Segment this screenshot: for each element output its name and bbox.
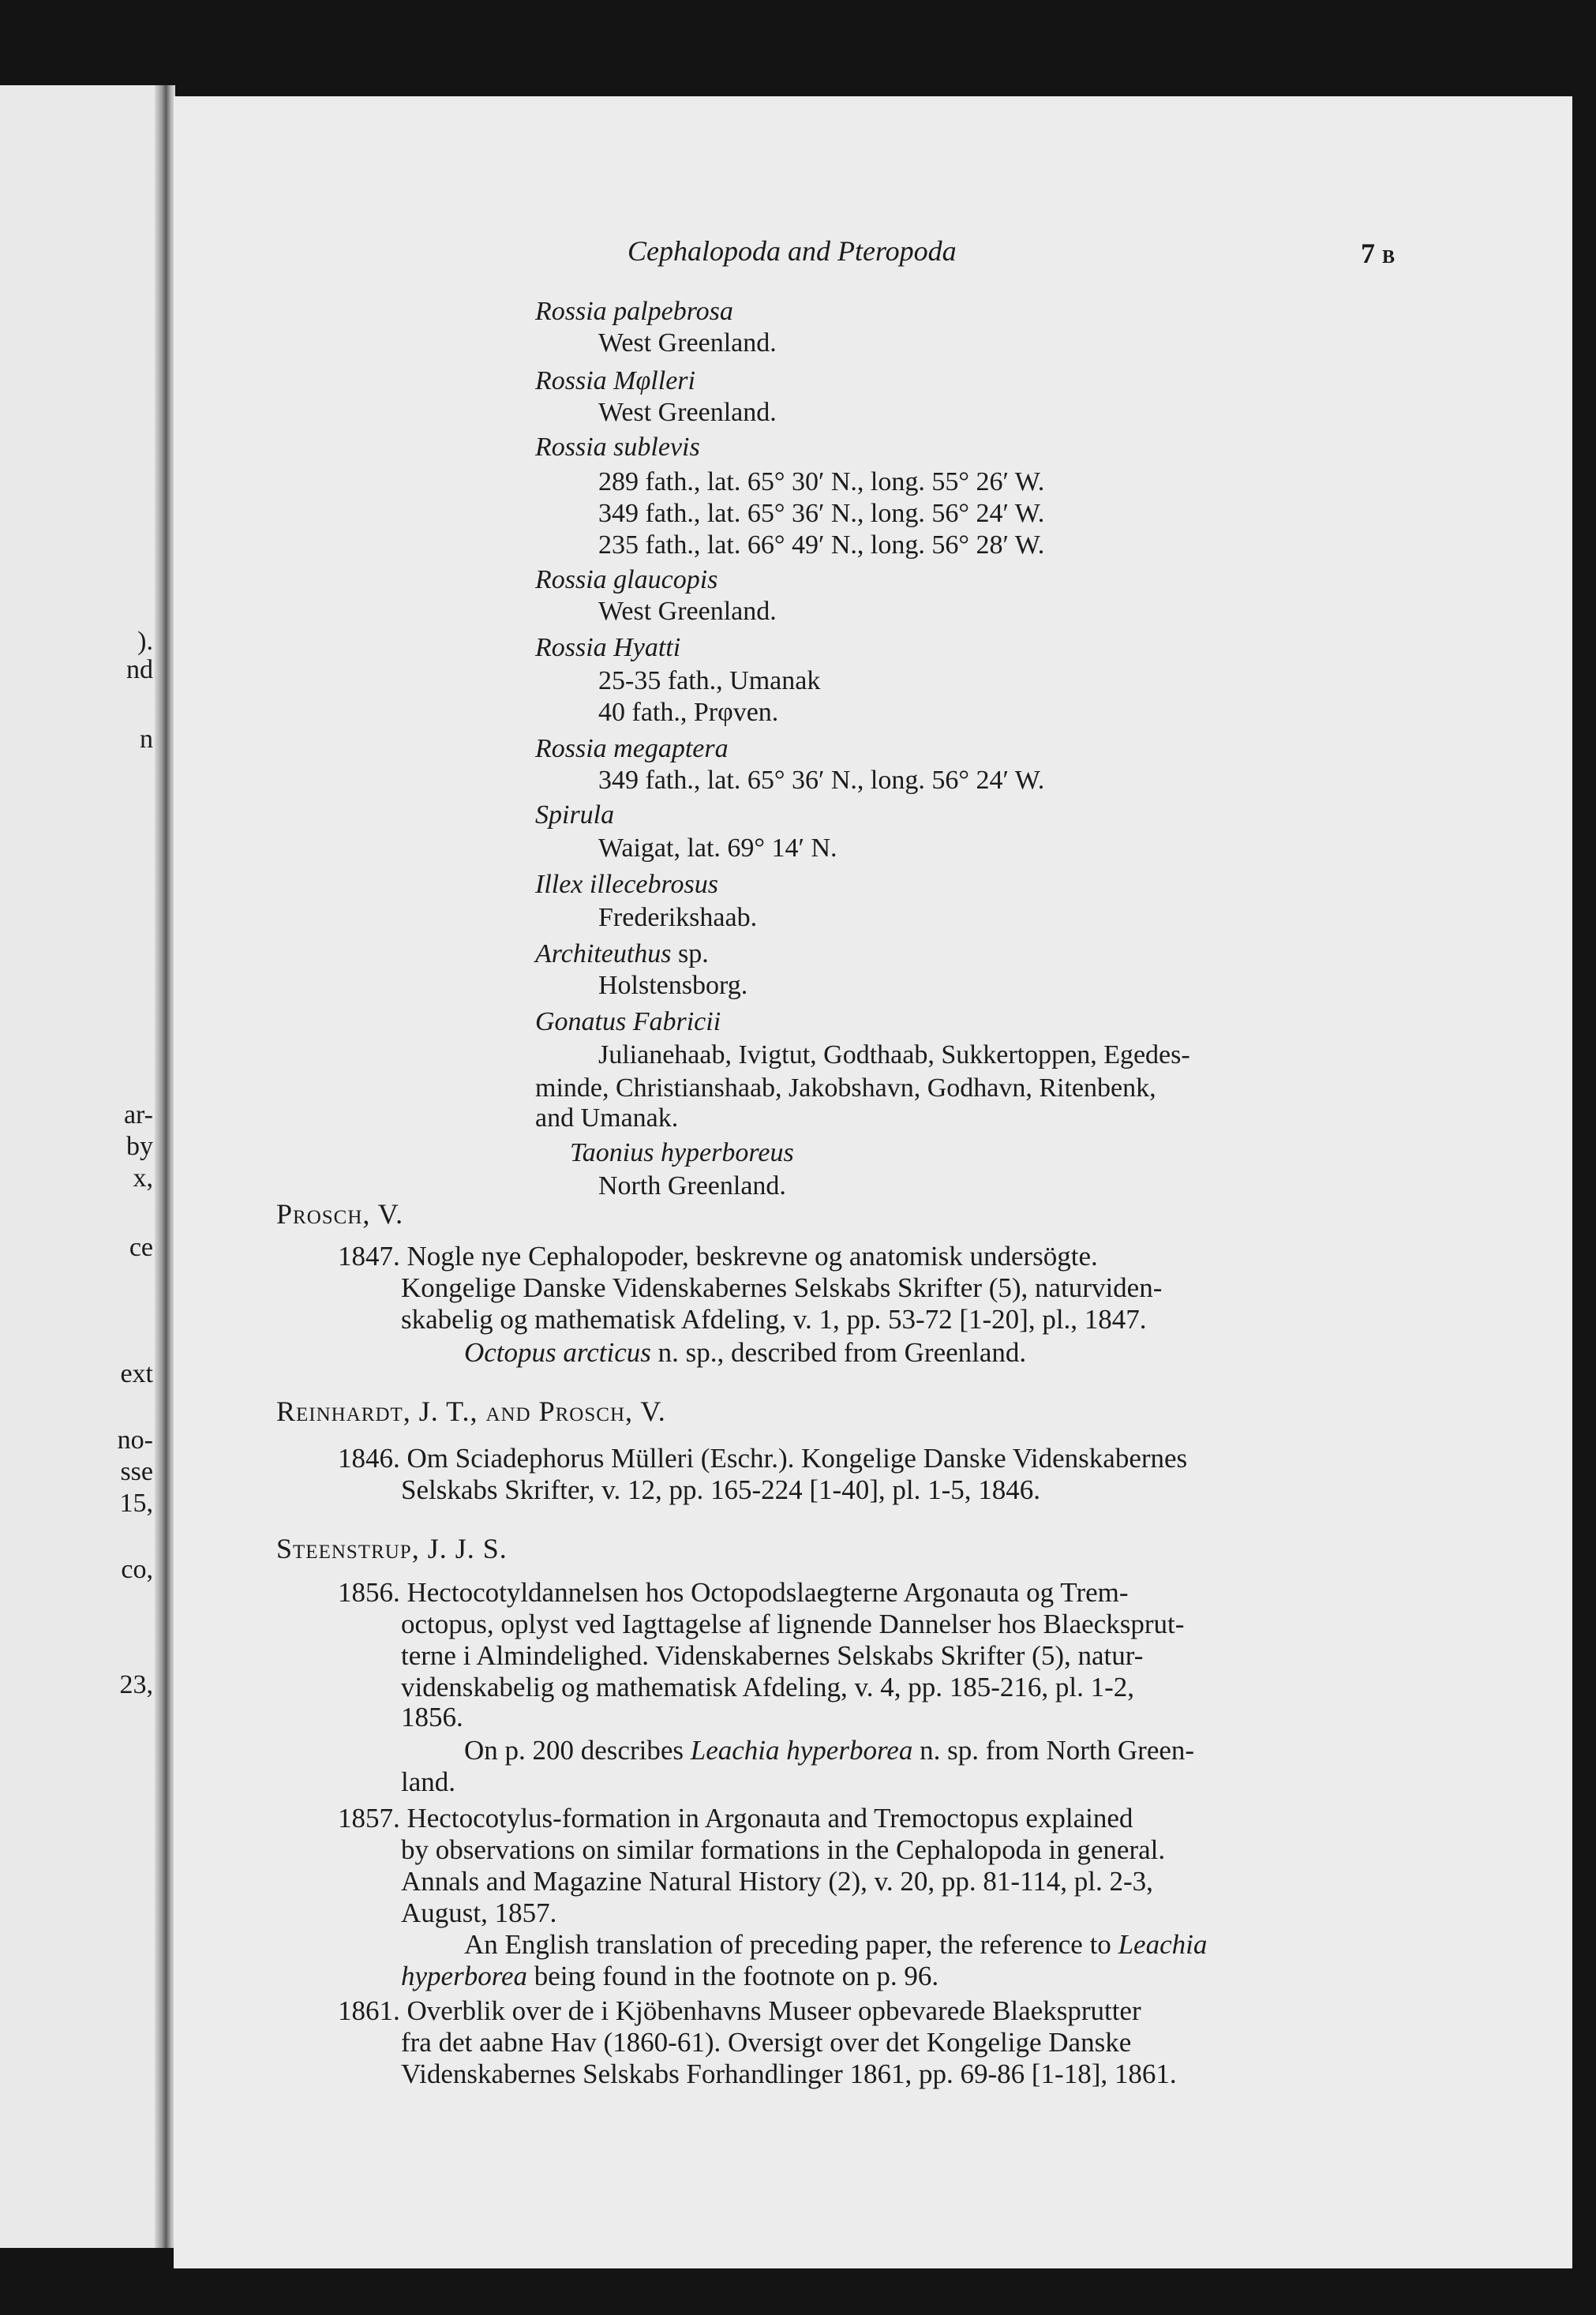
species-locality: West Greenland. xyxy=(598,398,777,427)
facing-page-fragment: sse xyxy=(120,1457,153,1486)
species-locality: Waigat, lat. 69° 14′ N. xyxy=(598,833,837,863)
species-locality: 235 fath., lat. 66° 49′ N., long. 56° 28′ W. xyxy=(598,530,1045,560)
reference-line: skabelig og mathematisk Afdeling, v. 1, pp. 53-72 [1-20], pl., 1847. xyxy=(401,1304,1147,1335)
reference-line: Annals and Magazine Natural History (2), v. 20, pp. 81-114, pl. 2-3, xyxy=(401,1866,1153,1897)
facing-page-fragment: ). xyxy=(137,627,153,656)
species-locality: 289 fath., lat. 65° 30′ N., long. 55° 26′ W. xyxy=(598,467,1045,496)
reference-line: 1846. Om Sciadephorus Mülleri (Eschr.). Kongelige Danske Videnskabernes xyxy=(338,1443,1188,1474)
species-name: Rossia megaptera xyxy=(535,734,729,763)
reference-line: Kongelige Danske Videnskabernes Selskabs Skrifter (5), naturviden- xyxy=(401,1272,1163,1303)
reference-line: 1847. Nogle nye Cephalopoder, beskrevne og anatomisk undersögte. xyxy=(338,1241,1098,1272)
species-name: Spirula xyxy=(535,800,615,830)
species-locality: 25-35 fath., Umanak xyxy=(598,666,821,695)
facing-page-fragment: by xyxy=(126,1132,153,1161)
facing-page-fragment: 15, xyxy=(119,1489,153,1518)
author-heading: Prosch, V. xyxy=(276,1198,404,1230)
reference-note: An English translation of preceding paper, the reference to Leachia xyxy=(464,1929,1208,1960)
page-number: 7 B xyxy=(1361,238,1396,269)
species-name: Architeuthus sp. xyxy=(535,939,709,968)
facing-page-fragment: 23, xyxy=(119,1670,153,1699)
reference-line: by observations on similar formations in the Cephalopoda in general. xyxy=(401,1834,1166,1865)
reference-note: On p. 200 describes Leachia hyperborea n. sp. from North Green- xyxy=(464,1735,1195,1766)
facing-page-fragment: co, xyxy=(121,1555,153,1584)
species-name: Rossia Hyatti xyxy=(535,633,681,662)
reference-line: 1856. Hectocotyldannelsen hos Octopodslaegterne Argonauta og Trem- xyxy=(338,1577,1129,1608)
species-locality: 349 fath., lat. 65° 36′ N., long. 56° 24′ W. xyxy=(598,766,1045,795)
species-locality: Julianehaab, Ivigtut, Godthaab, Sukkertoppen, Egedes- xyxy=(598,1040,1190,1069)
reference-line: Selskabs Skrifter, v. 12, pp. 165-224 [1-40], pl. 1-5, 1846. xyxy=(401,1474,1040,1505)
species-name: Illex illecebrosus xyxy=(535,870,718,899)
species-name: Rossia Mφlleri xyxy=(535,366,695,395)
reference-line: videnskabelig og mathematisk Afdeling, v. 4, pp. 185-216, pl. 1-2, xyxy=(401,1672,1134,1703)
reference-note: Octopus arcticus n. sp., described from Greenland. xyxy=(464,1337,1027,1368)
reference-note: hyperborea being found in the footnote on p. 96. xyxy=(401,1961,939,1991)
species-locality: Holstensborg. xyxy=(598,971,748,1000)
reference-line: octopus, oplyst ved Iagttagelse af lignende Dannelser hos Blaecksprut- xyxy=(401,1609,1185,1639)
facing-page-fragment: ar- xyxy=(123,1100,153,1129)
reference-line: terne i Almindelighed. Videnskabernes Selskabs Skrifter (5), natur- xyxy=(401,1640,1144,1671)
facing-page-fragment: ext xyxy=(120,1359,153,1388)
reference-line: 1856. xyxy=(401,1702,463,1733)
species-locality: West Greenland. xyxy=(598,328,777,358)
facing-page-fragment: ce xyxy=(129,1233,153,1262)
species-locality: Frederikshaab. xyxy=(598,903,758,932)
reference-line: 1861. Overblik over de i Kjöbenhavns Museer opbevarede Blaeksprutter xyxy=(338,1995,1141,2026)
species-name: Rossia glaucopis xyxy=(535,565,718,594)
author-heading: Reinhardt, J. T., and Prosch, V. xyxy=(276,1395,666,1427)
species-name: Rossia palpebrosa xyxy=(535,297,733,326)
facing-page-fragment: no- xyxy=(117,1425,153,1455)
species-locality: and Umanak. xyxy=(535,1103,679,1133)
species-locality: 40 fath., Prφven. xyxy=(598,698,779,727)
species-locality: 349 fath., lat. 65° 36′ N., long. 56° 24′ W. xyxy=(598,499,1045,528)
reference-line: 1857. Hectocotylus-formation in Argonauta and Tremoctopus explained xyxy=(338,1803,1133,1834)
facing-page-margin xyxy=(0,85,156,2248)
author-heading: Steenstrup, J. J. S. xyxy=(276,1533,508,1564)
species-locality: minde, Christianshaab, Jakobshavn, Godhavn, Ritenbenk, xyxy=(535,1073,1156,1103)
species-locality: West Greenland. xyxy=(598,597,777,626)
species-name: Rossia sublevis xyxy=(535,433,700,462)
reference-line: fra det aabne Hav (1860-61). Oversigt over det Kongelige Danske xyxy=(401,2027,1132,2058)
species-name: Taonius hyperboreus xyxy=(570,1138,794,1167)
running-title: Cephalopoda and Pteropoda xyxy=(628,235,957,267)
facing-page-fragment: n xyxy=(140,725,153,754)
facing-page-fragment: x, xyxy=(133,1163,153,1193)
reference-note: land. xyxy=(401,1766,456,1797)
reference-line: Videnskabernes Selskabs Forhandlinger 1861, pp. 69-86 [1-18], 1861. xyxy=(401,2058,1177,2089)
reference-line: August, 1857. xyxy=(401,1897,557,1928)
book-gutter xyxy=(155,85,175,2248)
species-locality: North Greenland. xyxy=(598,1171,786,1201)
species-name: Gonatus Fabricii xyxy=(535,1007,721,1036)
facing-page-fragment: nd xyxy=(126,655,153,684)
